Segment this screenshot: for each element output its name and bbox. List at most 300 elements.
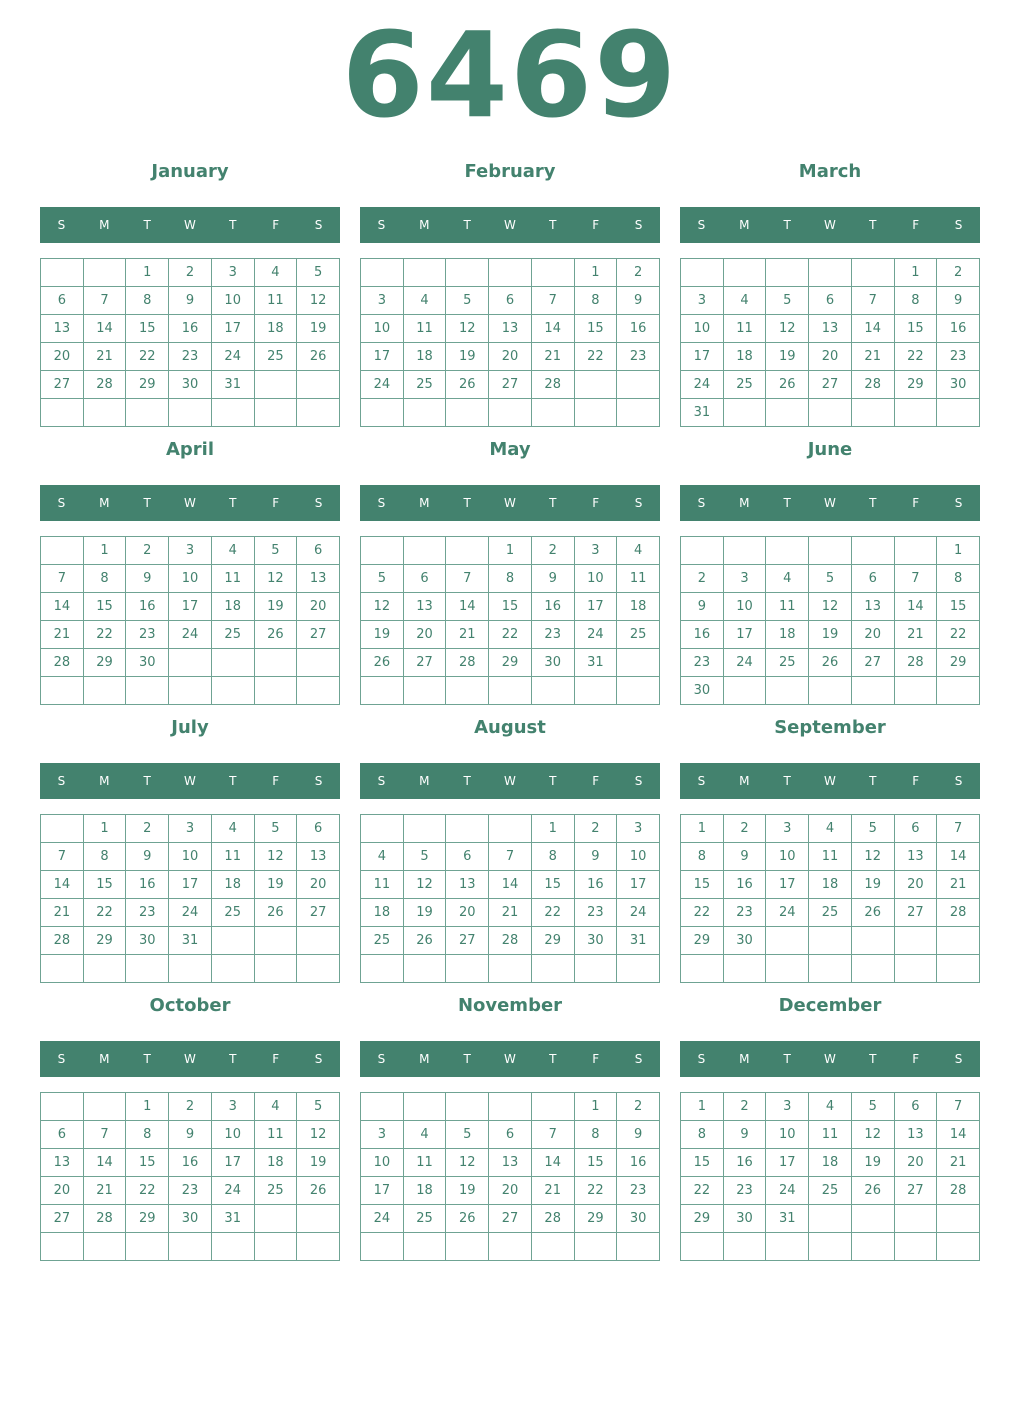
empty-cell bbox=[84, 955, 127, 983]
day-cell: 8 bbox=[84, 843, 127, 871]
day-cell: 12 bbox=[809, 593, 852, 621]
day-cell: 28 bbox=[84, 371, 127, 399]
weekday-label: S bbox=[954, 218, 963, 232]
empty-cell bbox=[809, 955, 852, 983]
weekday-label: S bbox=[377, 774, 386, 788]
day-cell: 17 bbox=[169, 871, 212, 899]
day-cell: 31 bbox=[212, 371, 255, 399]
empty-cell bbox=[575, 399, 618, 427]
day-cell: 9 bbox=[937, 287, 980, 315]
day-cell: 30 bbox=[169, 1205, 212, 1233]
day-cell: 12 bbox=[852, 843, 895, 871]
empty-cell bbox=[681, 259, 724, 287]
day-cell: 3 bbox=[361, 1121, 404, 1149]
weekday-label: T bbox=[229, 774, 237, 788]
day-cell: 6 bbox=[446, 843, 489, 871]
weekday-label: S bbox=[57, 218, 66, 232]
day-cell: 10 bbox=[212, 1121, 255, 1149]
day-cell: 11 bbox=[617, 565, 660, 593]
day-cell: 18 bbox=[404, 1177, 447, 1205]
day-cell: 6 bbox=[404, 565, 447, 593]
weekday-label: W bbox=[184, 1052, 196, 1066]
empty-cell bbox=[852, 399, 895, 427]
day-cell: 8 bbox=[681, 843, 724, 871]
day-cell: 31 bbox=[681, 399, 724, 427]
empty-cell bbox=[84, 259, 127, 287]
day-cell: 18 bbox=[809, 1149, 852, 1177]
day-cell: 8 bbox=[575, 287, 618, 315]
day-cell: 29 bbox=[575, 1205, 618, 1233]
empty-cell bbox=[575, 677, 618, 705]
day-cell: 5 bbox=[852, 815, 895, 843]
day-cell: 17 bbox=[361, 1177, 404, 1205]
day-cell: 11 bbox=[809, 1121, 852, 1149]
day-cell: 5 bbox=[766, 287, 809, 315]
day-cell: 20 bbox=[404, 621, 447, 649]
day-cell: 5 bbox=[446, 287, 489, 315]
day-cell: 26 bbox=[852, 1177, 895, 1205]
weekday-label: T bbox=[783, 218, 791, 232]
weekday-label: M bbox=[739, 1052, 750, 1066]
day-cell: 22 bbox=[937, 621, 980, 649]
empty-cell bbox=[489, 259, 532, 287]
weekday-header bbox=[40, 1041, 340, 1077]
day-cell: 20 bbox=[809, 343, 852, 371]
weekday-label: T bbox=[869, 218, 877, 232]
weekday-label: T bbox=[463, 496, 471, 510]
month-june bbox=[680, 434, 980, 705]
day-cell: 15 bbox=[895, 315, 938, 343]
day-cell: 11 bbox=[255, 1121, 298, 1149]
day-cell: 7 bbox=[852, 287, 895, 315]
day-grid bbox=[360, 536, 660, 705]
day-cell: 11 bbox=[212, 843, 255, 871]
day-cell: 4 bbox=[255, 1093, 298, 1121]
weekday-label: S bbox=[377, 218, 386, 232]
day-cell: 29 bbox=[84, 649, 127, 677]
day-grid bbox=[40, 258, 340, 427]
day-cell: 18 bbox=[404, 343, 447, 371]
day-cell: 6 bbox=[852, 565, 895, 593]
empty-cell bbox=[255, 649, 298, 677]
empty-cell bbox=[212, 927, 255, 955]
weekday-label: F bbox=[272, 774, 280, 788]
day-cell: 3 bbox=[212, 1093, 255, 1121]
day-cell: 23 bbox=[532, 621, 575, 649]
day-cell: 5 bbox=[297, 1093, 340, 1121]
empty-cell bbox=[169, 649, 212, 677]
day-cell: 10 bbox=[169, 843, 212, 871]
empty-cell bbox=[84, 1093, 127, 1121]
day-cell: 27 bbox=[404, 649, 447, 677]
empty-cell bbox=[937, 927, 980, 955]
day-cell: 22 bbox=[126, 1177, 169, 1205]
day-cell: 22 bbox=[84, 621, 127, 649]
day-cell: 3 bbox=[169, 537, 212, 565]
empty-cell bbox=[575, 371, 618, 399]
day-cell: 3 bbox=[766, 1093, 809, 1121]
day-cell: 14 bbox=[532, 315, 575, 343]
weekday-label: S bbox=[314, 496, 323, 510]
day-cell: 16 bbox=[532, 593, 575, 621]
month-title: July bbox=[171, 717, 209, 738]
weekday-label: S bbox=[57, 774, 66, 788]
day-cell: 7 bbox=[446, 565, 489, 593]
weekday-label: W bbox=[184, 218, 196, 232]
day-cell: 5 bbox=[297, 259, 340, 287]
day-cell: 5 bbox=[809, 565, 852, 593]
weekday-label: W bbox=[504, 496, 516, 510]
day-cell: 11 bbox=[404, 315, 447, 343]
empty-cell bbox=[489, 1233, 532, 1261]
day-cell: 3 bbox=[766, 815, 809, 843]
empty-cell bbox=[297, 927, 340, 955]
empty-cell bbox=[41, 1233, 84, 1261]
day-cell: 25 bbox=[212, 621, 255, 649]
empty-cell bbox=[809, 1233, 852, 1261]
day-cell: 18 bbox=[255, 1149, 298, 1177]
day-cell: 10 bbox=[617, 843, 660, 871]
empty-cell bbox=[937, 1233, 980, 1261]
weekday-header bbox=[360, 1041, 660, 1077]
empty-cell bbox=[41, 1093, 84, 1121]
empty-cell bbox=[766, 955, 809, 983]
day-cell: 9 bbox=[126, 565, 169, 593]
day-cell: 1 bbox=[681, 1093, 724, 1121]
weekday-label: T bbox=[143, 496, 151, 510]
empty-cell bbox=[489, 677, 532, 705]
day-cell: 10 bbox=[724, 593, 767, 621]
day-cell: 24 bbox=[361, 1205, 404, 1233]
day-cell: 1 bbox=[84, 537, 127, 565]
day-cell: 27 bbox=[41, 1205, 84, 1233]
weekday-header bbox=[40, 763, 340, 799]
empty-cell bbox=[212, 649, 255, 677]
day-cell: 25 bbox=[404, 1205, 447, 1233]
weekday-label: S bbox=[314, 218, 323, 232]
day-cell: 29 bbox=[532, 927, 575, 955]
day-cell: 30 bbox=[724, 927, 767, 955]
month-title: October bbox=[149, 995, 231, 1016]
weekday-label: S bbox=[377, 496, 386, 510]
day-cell: 15 bbox=[84, 593, 127, 621]
empty-cell bbox=[169, 677, 212, 705]
empty-cell bbox=[489, 399, 532, 427]
day-cell: 2 bbox=[126, 815, 169, 843]
day-cell: 4 bbox=[617, 537, 660, 565]
empty-cell bbox=[41, 815, 84, 843]
empty-cell bbox=[852, 955, 895, 983]
day-cell: 8 bbox=[126, 287, 169, 315]
day-cell: 17 bbox=[575, 593, 618, 621]
day-cell: 28 bbox=[895, 649, 938, 677]
empty-cell bbox=[681, 537, 724, 565]
empty-cell bbox=[41, 399, 84, 427]
empty-cell bbox=[809, 259, 852, 287]
day-cell: 12 bbox=[404, 871, 447, 899]
day-cell: 2 bbox=[937, 259, 980, 287]
empty-cell bbox=[404, 815, 447, 843]
day-cell: 13 bbox=[852, 593, 895, 621]
day-cell: 19 bbox=[297, 315, 340, 343]
month-august bbox=[360, 712, 660, 983]
day-cell: 26 bbox=[404, 927, 447, 955]
empty-cell bbox=[404, 677, 447, 705]
day-cell: 14 bbox=[446, 593, 489, 621]
day-cell: 13 bbox=[41, 315, 84, 343]
empty-cell bbox=[361, 1233, 404, 1261]
empty-cell bbox=[532, 955, 575, 983]
day-cell: 24 bbox=[766, 1177, 809, 1205]
day-cell: 27 bbox=[895, 1177, 938, 1205]
day-cell: 2 bbox=[724, 815, 767, 843]
empty-cell bbox=[895, 1205, 938, 1233]
day-cell: 13 bbox=[489, 315, 532, 343]
empty-cell bbox=[297, 399, 340, 427]
empty-cell bbox=[852, 677, 895, 705]
weekday-label: S bbox=[314, 774, 323, 788]
day-cell: 15 bbox=[126, 1149, 169, 1177]
month-title: January bbox=[151, 161, 229, 182]
day-cell: 24 bbox=[617, 899, 660, 927]
weekday-label: T bbox=[549, 218, 557, 232]
day-cell: 16 bbox=[724, 1149, 767, 1177]
day-cell: 17 bbox=[766, 1149, 809, 1177]
empty-cell bbox=[255, 955, 298, 983]
empty-cell bbox=[361, 537, 404, 565]
day-cell: 23 bbox=[126, 899, 169, 927]
weekday-label: S bbox=[634, 496, 643, 510]
weekday-label: F bbox=[592, 496, 600, 510]
day-cell: 7 bbox=[489, 843, 532, 871]
day-cell: 24 bbox=[361, 371, 404, 399]
weekday-label: T bbox=[229, 496, 237, 510]
weekday-label: T bbox=[143, 218, 151, 232]
empty-cell bbox=[766, 927, 809, 955]
day-cell: 25 bbox=[404, 371, 447, 399]
day-cell: 23 bbox=[575, 899, 618, 927]
weekday-header bbox=[680, 1041, 980, 1077]
day-cell: 19 bbox=[766, 343, 809, 371]
empty-cell bbox=[852, 259, 895, 287]
day-cell: 15 bbox=[681, 1149, 724, 1177]
empty-cell bbox=[724, 1233, 767, 1261]
day-cell: 3 bbox=[169, 815, 212, 843]
empty-cell bbox=[766, 677, 809, 705]
day-cell: 15 bbox=[681, 871, 724, 899]
day-cell: 31 bbox=[212, 1205, 255, 1233]
day-cell: 28 bbox=[532, 371, 575, 399]
day-cell: 27 bbox=[297, 899, 340, 927]
empty-cell bbox=[361, 1093, 404, 1121]
day-cell: 25 bbox=[212, 899, 255, 927]
day-cell: 6 bbox=[41, 1121, 84, 1149]
day-cell: 30 bbox=[617, 1205, 660, 1233]
day-cell: 25 bbox=[809, 899, 852, 927]
day-cell: 1 bbox=[532, 815, 575, 843]
day-cell: 3 bbox=[212, 259, 255, 287]
day-cell: 27 bbox=[489, 371, 532, 399]
day-cell: 19 bbox=[446, 343, 489, 371]
day-cell: 30 bbox=[126, 927, 169, 955]
empty-cell bbox=[724, 399, 767, 427]
month-title: December bbox=[778, 995, 882, 1016]
day-cell: 5 bbox=[361, 565, 404, 593]
empty-cell bbox=[169, 1233, 212, 1261]
day-cell: 12 bbox=[446, 1149, 489, 1177]
empty-cell bbox=[255, 927, 298, 955]
weekday-label: W bbox=[184, 496, 196, 510]
day-cell: 20 bbox=[446, 899, 489, 927]
weekday-label: S bbox=[954, 774, 963, 788]
empty-cell bbox=[169, 955, 212, 983]
weekday-label: S bbox=[634, 774, 643, 788]
day-cell: 10 bbox=[361, 315, 404, 343]
day-cell: 28 bbox=[41, 927, 84, 955]
day-cell: 26 bbox=[361, 649, 404, 677]
empty-cell bbox=[212, 1233, 255, 1261]
day-cell: 8 bbox=[532, 843, 575, 871]
day-cell: 13 bbox=[446, 871, 489, 899]
day-cell: 30 bbox=[532, 649, 575, 677]
weekday-label: S bbox=[954, 496, 963, 510]
weekday-label: S bbox=[57, 496, 66, 510]
day-cell: 3 bbox=[361, 287, 404, 315]
day-cell: 18 bbox=[617, 593, 660, 621]
day-cell: 21 bbox=[532, 1177, 575, 1205]
day-cell: 25 bbox=[255, 1177, 298, 1205]
day-grid bbox=[680, 258, 980, 427]
day-cell: 22 bbox=[681, 899, 724, 927]
day-cell: 24 bbox=[724, 649, 767, 677]
day-cell: 22 bbox=[895, 343, 938, 371]
month-title: March bbox=[798, 161, 862, 182]
empty-cell bbox=[617, 371, 660, 399]
month-title: May bbox=[489, 439, 531, 460]
empty-cell bbox=[489, 1093, 532, 1121]
day-cell: 10 bbox=[169, 565, 212, 593]
day-cell: 4 bbox=[809, 815, 852, 843]
day-cell: 14 bbox=[84, 1149, 127, 1177]
day-cell: 16 bbox=[724, 871, 767, 899]
empty-cell bbox=[404, 955, 447, 983]
day-cell: 11 bbox=[255, 287, 298, 315]
empty-cell bbox=[532, 1233, 575, 1261]
day-cell: 21 bbox=[446, 621, 489, 649]
empty-cell bbox=[361, 399, 404, 427]
day-cell: 28 bbox=[532, 1205, 575, 1233]
day-cell: 11 bbox=[766, 593, 809, 621]
day-cell: 14 bbox=[41, 593, 84, 621]
weekday-label: W bbox=[824, 496, 836, 510]
day-cell: 6 bbox=[895, 1093, 938, 1121]
day-cell: 23 bbox=[724, 899, 767, 927]
day-cell: 29 bbox=[126, 1205, 169, 1233]
empty-cell bbox=[361, 259, 404, 287]
weekday-header bbox=[680, 485, 980, 521]
empty-cell bbox=[41, 259, 84, 287]
weekday-label: W bbox=[184, 774, 196, 788]
day-cell: 22 bbox=[489, 621, 532, 649]
day-cell: 8 bbox=[84, 565, 127, 593]
day-cell: 2 bbox=[617, 259, 660, 287]
day-cell: 21 bbox=[852, 343, 895, 371]
day-cell: 9 bbox=[169, 287, 212, 315]
day-cell: 22 bbox=[532, 899, 575, 927]
weekday-label: T bbox=[869, 774, 877, 788]
empty-cell bbox=[532, 1093, 575, 1121]
day-cell: 12 bbox=[766, 315, 809, 343]
day-grid bbox=[40, 814, 340, 983]
weekday-header bbox=[360, 207, 660, 243]
day-cell: 7 bbox=[41, 843, 84, 871]
empty-cell bbox=[895, 955, 938, 983]
day-cell: 26 bbox=[446, 371, 489, 399]
empty-cell bbox=[895, 399, 938, 427]
weekday-label: T bbox=[783, 496, 791, 510]
day-cell: 13 bbox=[297, 843, 340, 871]
day-cell: 14 bbox=[852, 315, 895, 343]
empty-cell bbox=[297, 677, 340, 705]
weekday-label: F bbox=[272, 1052, 280, 1066]
day-cell: 18 bbox=[724, 343, 767, 371]
weekday-label: M bbox=[419, 1052, 430, 1066]
empty-cell bbox=[766, 1233, 809, 1261]
day-cell: 1 bbox=[895, 259, 938, 287]
day-cell: 6 bbox=[297, 815, 340, 843]
day-cell: 10 bbox=[766, 1121, 809, 1149]
day-cell: 12 bbox=[361, 593, 404, 621]
empty-cell bbox=[84, 1233, 127, 1261]
day-grid bbox=[680, 814, 980, 983]
day-cell: 29 bbox=[681, 927, 724, 955]
weekday-label: M bbox=[99, 774, 110, 788]
day-cell: 8 bbox=[681, 1121, 724, 1149]
weekday-label: T bbox=[869, 496, 877, 510]
day-cell: 9 bbox=[617, 287, 660, 315]
day-cell: 21 bbox=[895, 621, 938, 649]
empty-cell bbox=[126, 677, 169, 705]
weekday-label: F bbox=[592, 774, 600, 788]
month-february bbox=[360, 156, 660, 427]
weekday-label: S bbox=[57, 1052, 66, 1066]
day-cell: 30 bbox=[937, 371, 980, 399]
empty-cell bbox=[361, 955, 404, 983]
day-cell: 13 bbox=[809, 315, 852, 343]
day-cell: 30 bbox=[169, 371, 212, 399]
day-cell: 15 bbox=[937, 593, 980, 621]
empty-cell bbox=[575, 1233, 618, 1261]
day-cell: 22 bbox=[681, 1177, 724, 1205]
day-cell: 23 bbox=[681, 649, 724, 677]
day-cell: 11 bbox=[404, 1149, 447, 1177]
month-march bbox=[680, 156, 980, 427]
month-title: November bbox=[457, 995, 563, 1016]
day-cell: 13 bbox=[297, 565, 340, 593]
weekday-label: M bbox=[739, 218, 750, 232]
weekday-label: M bbox=[739, 496, 750, 510]
day-cell: 6 bbox=[895, 815, 938, 843]
day-cell: 22 bbox=[84, 899, 127, 927]
day-grid bbox=[360, 258, 660, 427]
day-cell: 12 bbox=[297, 1121, 340, 1149]
day-cell: 11 bbox=[724, 315, 767, 343]
weekday-label: T bbox=[549, 1052, 557, 1066]
empty-cell bbox=[404, 259, 447, 287]
day-cell: 20 bbox=[41, 1177, 84, 1205]
day-cell: 20 bbox=[297, 593, 340, 621]
month-title: June bbox=[807, 439, 853, 460]
